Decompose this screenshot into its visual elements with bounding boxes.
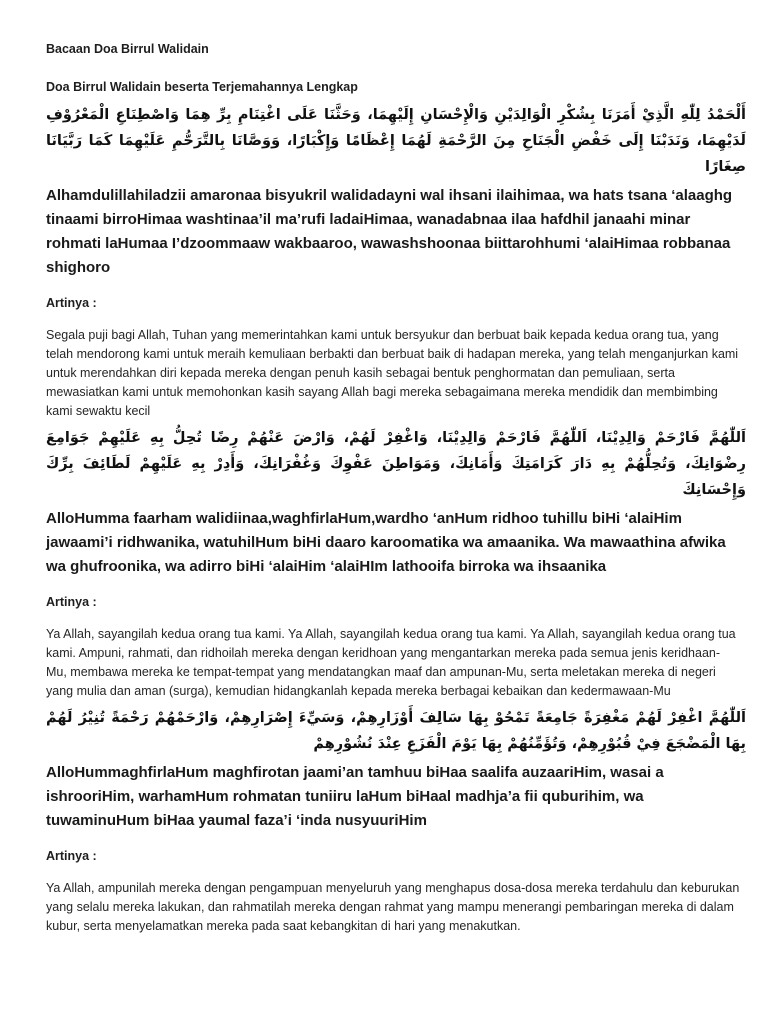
transliteration-text: AlloHumma faarham walidiinaa,waghfirlaHum,wardho ‘anHum ridhoo tuhillu biHi ‘alaiHim jawaami’i ridhwanika, watuhilHum biHi daaro karoomatika wa amaanika. Wa mawaathina afwika wa ghufroonika, wa adirro biHi ‘alaiHim ‘alaiHIm lathooifa birroka wa ihsaanika (46, 510, 726, 575)
translation-text: Segala puji bagi Allah, Tuhan yang memerintahkan kami untuk bersyukur dan berbuat baik kepada kedua orang tua, yang telah mendorong kami untuk meraih kemuliaan berbakti dan berbuat baik di hadapan mereka, yang telah menganjurkan kami untuk merendahkan diri kepada mereka dengan penuh kasih sebagai bentuk penghormatan dan pemuliaan, serta mewasiatkan kami untuk memohonkan kasih sayang Allah bagi mereka sebagaimana mereka mendidik dan membimbing kami sewaktu kecil (46, 328, 739, 418)
arabic-text: أَلْحَمْدُ لِلّٰهِ الَّذِيْ أَمَرَنَا بِشُكْرِ الْوَالِدَيْنِ وَالْإِحْسَانِ إِلَيْهِمَا، وَحَثَّنَا عَلَى اغْتِنَامِ بِرِّ هِمَا وَاصْطِنَاعِ الْمَعْرُوْفِ لَدَيْهِمَا، وَنَدَبْنَا إِلَى خَفْضِ الْجَنَاحِ مِنَ الرَّحْمَةِ لَهُمَا إِعْظَامًا وَإِكْبَارًا، وَوَصَّانَا بِالتَّرَحُّمِ عَلَيْهِمَا كَمَا رَبَّيَانَا صِغَارًا (46, 107, 746, 175)
meaning-label: Artinya : (46, 595, 97, 609)
document-subtitle: Doa Birrul Walidain beserta Terjemahannya Lengkap (46, 80, 358, 94)
meaning-label: Artinya : (46, 296, 97, 310)
document-title: Bacaan Doa Birrul Walidain (46, 42, 209, 56)
arabic-text: اَللّٰهُمَّ فَارْحَمْ وَالِدِيْنَا، اَللّٰهُمَّ فَارْحَمْ وَالِدِيْنَا، وَاغْفِرْ لَهُمْ، وَارْضَ عَنْهُمْ رِضًا تُحِلُّ بِهِ عَلَيْهِمْ جَوَامِعَ رِضْوَانِكَ، وَتُحِلُّهُمْ بِهِ دَارَ كَرَامَتِكَ وَأَمَانِكَ، وَمَوَاطِنَ عَفْوِكَ وَغُفْرَانِكَ، وَأَدِرْ بِهِ عَلَيْهِمْ لَطَائِفَ بِرِّكَ وَإِحْسَانِكَ (46, 430, 746, 498)
translation-text: Ya Allah, sayangilah kedua orang tua kami. Ya Allah, sayangilah kedua orang tua kami. Ya Allah, sayangilah kedua orang tua kami. Ampuni, rahmati, dan ridhoilah mereka dengan keridhoan yang mengantarkan mereka pada semua jenis keridhaan-Mu, membawa mereka ke tempat-tempat yang mendatangkan maaf dan ampunan-Mu, serta meletakan mereka di negeri yang mulia dan aman (surga), kemudian hidangkanlah kepada mereka berbagai kebaikan dan kedermawaan-Mu (46, 627, 736, 698)
prayer-section-2 (46, 425, 746, 701)
prayer-section-1 (46, 102, 746, 421)
prayer-section-3 (46, 705, 746, 936)
transliteration-text: Alhamdulillahiladzii amaronaa bisyukril walidadayni wal ihsani ilaihimaa, wa hats tsana ‘alaaghg tinaami birroHimaa washtinaa’il ma’rufi ladaiHimaa, wanadabnaa ilaa hafdhil janaahi minar rohmati laHumaa I’dzoommaaw wakbaaroo, wawashshoonaa biittarohhumi ‘alaiHimaa robbanaa shighoro (46, 187, 733, 276)
meaning-label: Artinya : (46, 849, 97, 863)
transliteration-text: AlloHummaghfirlaHum maghfirotan jaami’an tamhuu biHaa saalifa auzaariHim, wasai a ishrooriHim, warhamHum rohmatan tuniiru laHum biHaal madhja’a fii quburihim, wa tuwaminuHum biHaa yaumal faza’i ‘inda nusyuuriHim (46, 764, 664, 829)
translation-text: Ya Allah, ampunilah mereka dengan pengampuan menyeluruh yang menghapus dosa-dosa mereka terdahulu dan keburukan yang selalu mereka lakukan, dan rahmatilah mereka dengan rahmat yang mampu menerangi pembaringan mereka di dalam kubur, serta menyelamatkan mereka pada saat kebangkitan di hari yang menakutkan. (46, 881, 740, 933)
arabic-text: اَللّٰهُمَّ اغْفِرْ لَهُمْ مَغْفِرَةً جَامِعَةً تَمْحُوْ بِهَا سَالِفَ أَوْزَارِهِمْ، وَسَيِّءَ إِصْرَارِهِمْ، وَارْحَمْهُمْ رَحْمَةً تُنِيْرُ لَهُمْ بِهَا الْمَضْجَعَ فِيْ قُبُوْرِهِمْ، وَتُؤَمِّنُهُمْ بِهَا يَوْمَ الْفَزَعِ عِنْدَ نُشُوْرِهِمْ (46, 710, 746, 752)
